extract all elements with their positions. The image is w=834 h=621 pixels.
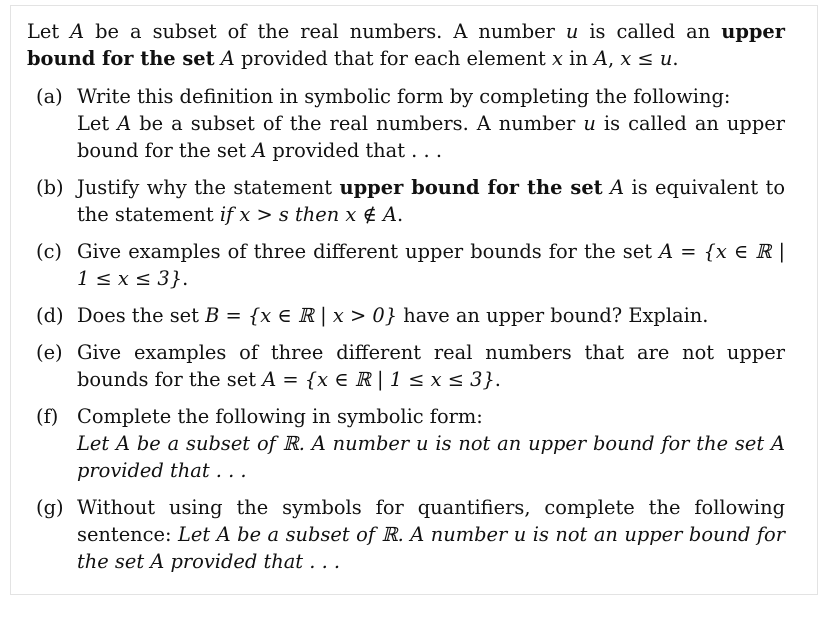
item-label: (e)	[36, 341, 63, 364]
intro-text: .	[672, 47, 679, 70]
document-content	[27, 18, 785, 585]
item-text: Write this definition in symbolic form by completing the following:	[77, 85, 731, 108]
definition-paragraph	[27, 18, 785, 72]
exercise-item-b	[27, 174, 785, 228]
item-text: Justify why the statement upper bound for the set A is equivalent to the statement if x > s then x ∉ A.	[77, 176, 785, 226]
math-var: x	[552, 47, 563, 70]
intro-text: Let	[27, 20, 71, 43]
intro-text: provided that for each element	[234, 47, 553, 70]
item-label: (c)	[36, 240, 62, 263]
exercise-item-e	[27, 339, 785, 393]
item-text: Without using the symbols for quantifiers, complete the following sentence: Let A be a subset of ℝ. A number u is not an upper bound for the set A provided that . . .	[77, 496, 785, 573]
math-var: A	[252, 139, 267, 162]
math-set: A = {x ∈ ℝ | 1 ≤ x ≤ 3}	[77, 240, 786, 290]
math-inequality: x ≤ u	[620, 47, 673, 70]
exercise-item-c	[27, 238, 785, 292]
math-set: A = {x ∈ ℝ | 1 ≤ x ≤ 3}	[262, 368, 495, 391]
exercise-item-f	[27, 403, 785, 484]
item-text: Give examples of three different real numbers that are not upper bounds for the set A = {x ∈ ℝ | 1 ≤ x ≤ 3}.	[77, 341, 785, 391]
item-label: (b)	[36, 176, 64, 199]
item-label: (g)	[36, 496, 64, 519]
exercise-item-g	[27, 494, 785, 575]
item-label: (d)	[36, 304, 64, 327]
item-label: (f)	[36, 405, 59, 428]
defined-term: upper bound for the set	[27, 20, 785, 70]
intro-text: in	[562, 47, 594, 70]
intro-text: ,	[608, 47, 621, 70]
math-set: B = {x ∈ ℝ | x > 0}	[205, 304, 398, 327]
exercise-list	[27, 83, 785, 575]
italic-statement: Let A be a subset of ℝ. A number u is not an upper bound for the set A provided that . . .	[77, 432, 785, 482]
math-var: A	[593, 47, 608, 70]
intro-text: is called an	[578, 20, 722, 43]
item-text: Complete the following in symbolic form:	[77, 405, 483, 428]
math-var: u	[583, 112, 596, 135]
item-label: (a)	[36, 85, 63, 108]
math-var: A	[610, 176, 625, 199]
defined-term: upper bound for the set	[339, 176, 603, 199]
math-var: A	[220, 47, 235, 70]
math-var: A	[70, 20, 85, 43]
exercise-item-a	[27, 83, 785, 164]
item-text: Does the set B = {x ∈ ℝ | x > 0} have an upper bound? Explain.	[77, 304, 709, 327]
italic-statement: if x > s then x ∉ A	[219, 203, 398, 226]
math-var: A	[117, 112, 132, 135]
exercise-item-d	[27, 302, 785, 329]
intro-text: be a subset of the real numbers. A number	[84, 20, 566, 43]
italic-statement: Let A be a subset of ℝ. A number u is not an upper bound for the set A provided that . . .	[77, 523, 785, 573]
item-text: Give examples of three different upper bounds for the set A = {x ∈ ℝ | 1 ≤ x ≤ 3}.	[77, 240, 786, 290]
math-var: u	[565, 20, 579, 43]
item-text: Let A be a subset of the real numbers. A number u is called an upper bound for the set A provided that . . .	[77, 112, 785, 162]
